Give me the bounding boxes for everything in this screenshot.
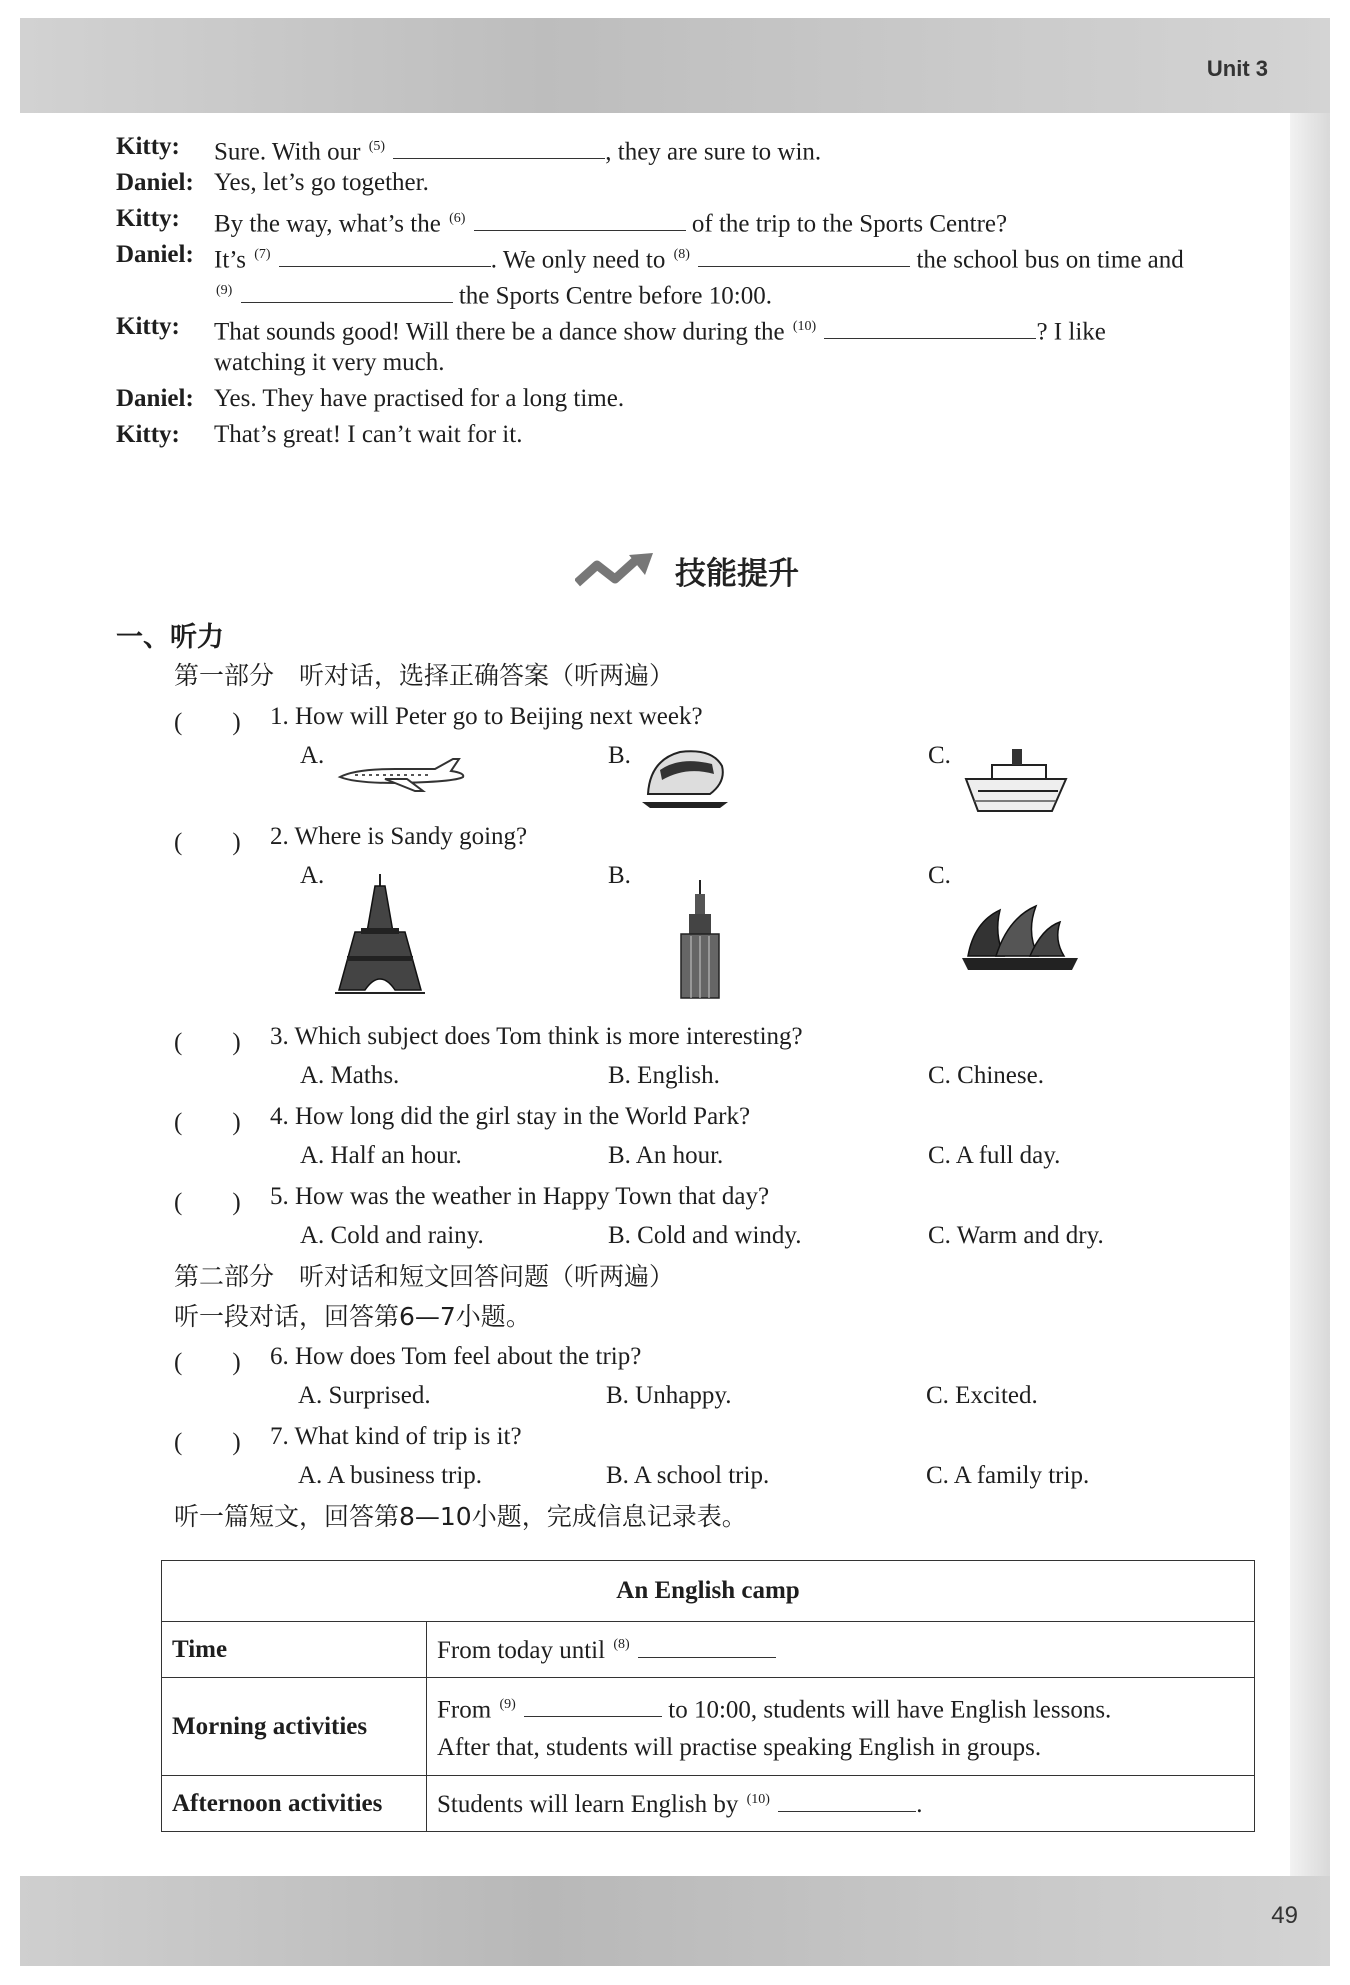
option-b: B. A school trip. bbox=[606, 1462, 770, 1489]
section-title: 技能提升 bbox=[575, 548, 799, 593]
answer-bracket[interactable]: ( ) bbox=[174, 1349, 241, 1376]
time-label: Time bbox=[162, 1622, 427, 1678]
part2-intro2: 听一篇短文，回答第8—10小题，完成信息记录表。 bbox=[174, 1502, 747, 1531]
train-icon bbox=[640, 742, 730, 812]
answer-blank-5[interactable] bbox=[393, 136, 605, 159]
question-2: 2. Where is Sandy going? bbox=[270, 823, 528, 850]
empire-state-building-icon bbox=[677, 880, 723, 1000]
answer-blank-9[interactable] bbox=[241, 280, 453, 303]
airplane-icon bbox=[335, 755, 470, 795]
footer-band bbox=[20, 1876, 1330, 1966]
option-b: B. Cold and windy. bbox=[608, 1222, 802, 1249]
unit-label: Unit 3 bbox=[1206, 56, 1268, 81]
option-a: A. Cold and rainy. bbox=[300, 1222, 484, 1249]
header-band bbox=[20, 18, 1330, 113]
question-7: 7. What kind of trip is it? bbox=[270, 1423, 522, 1450]
question-3: 3. Which subject does Tom think is more interesting? bbox=[270, 1023, 803, 1050]
option-a: A. Maths. bbox=[300, 1062, 400, 1089]
answer-blank-6[interactable] bbox=[474, 208, 686, 231]
answer-bracket[interactable]: ( ) bbox=[174, 709, 241, 736]
time-cell: From today until $^{(8)}$ bbox=[427, 1622, 1255, 1678]
option-a: A. Surprised. bbox=[298, 1382, 431, 1409]
dialogue-line: watching it very much. bbox=[214, 349, 445, 376]
option-a: A. bbox=[300, 742, 325, 769]
part2-intro: 听一段对话，回答第6—7小题。 bbox=[174, 1302, 531, 1331]
answer-blank-8[interactable] bbox=[698, 244, 910, 267]
option-a: A. bbox=[300, 862, 325, 889]
answer-bracket[interactable]: ( ) bbox=[174, 1109, 241, 1136]
table-title: An English camp bbox=[162, 1561, 1255, 1622]
option-c: C. Excited. bbox=[926, 1382, 1038, 1409]
option-c: C. A family trip. bbox=[926, 1462, 1090, 1489]
morning-cell: From $^{(9)}$ to 10:00, students will have English lessons. After that, students will practise speaking English in groups. bbox=[427, 1678, 1255, 1776]
part1-instructions: 第一部分 听对话，选择正确答案（听两遍） bbox=[174, 661, 675, 690]
answer-blank-9[interactable] bbox=[524, 1694, 662, 1717]
sydney-opera-house-icon bbox=[960, 900, 1080, 980]
dialogue-line: $^{(9)}$ the Sports Centre before 10:00. bbox=[216, 282, 772, 310]
answer-bracket[interactable]: ( ) bbox=[174, 1189, 241, 1216]
question-6: 6. How does Tom feel about the trip? bbox=[270, 1343, 642, 1370]
option-c: C. Chinese. bbox=[928, 1062, 1044, 1089]
answer-bracket[interactable]: ( ) bbox=[174, 1429, 241, 1456]
answer-blank-10[interactable] bbox=[778, 1789, 916, 1812]
option-c: C. bbox=[928, 862, 951, 889]
trend-arrow-icon bbox=[575, 553, 657, 589]
ship-icon bbox=[962, 745, 1072, 817]
answer-bracket[interactable]: ( ) bbox=[174, 829, 241, 856]
page-number: 49 bbox=[1271, 1902, 1298, 1929]
answer-blank-10[interactable] bbox=[824, 316, 1036, 339]
question-1: 1. How will Peter go to Beijing next week? bbox=[270, 703, 703, 730]
afternoon-cell: Students will learn English by $^{(10)}$ . bbox=[427, 1776, 1255, 1832]
listening-heading: 一、听力 bbox=[116, 622, 224, 653]
answer-blank-8[interactable] bbox=[638, 1635, 776, 1658]
afternoon-label: Afternoon activities bbox=[162, 1776, 427, 1832]
part2-instructions: 第二部分 听对话和短文回答问题（听两遍） bbox=[174, 1262, 675, 1291]
question-4: 4. How long did the girl stay in the World Park? bbox=[270, 1103, 751, 1130]
option-c: C. bbox=[928, 742, 951, 769]
option-b: B. Unhappy. bbox=[606, 1382, 732, 1409]
option-b: B. An hour. bbox=[608, 1142, 724, 1169]
eiffel-tower-icon bbox=[335, 872, 425, 997]
question-5: 5. How was the weather in Happy Town that day? bbox=[270, 1183, 770, 1210]
option-b: B. bbox=[608, 742, 631, 769]
option-a: A. Half an hour. bbox=[300, 1142, 462, 1169]
option-c: C. Warm and dry. bbox=[928, 1222, 1104, 1249]
option-b: B. English. bbox=[608, 1062, 720, 1089]
answer-bracket[interactable]: ( ) bbox=[174, 1029, 241, 1056]
answer-blank-7[interactable] bbox=[279, 244, 491, 267]
option-c: C. A full day. bbox=[928, 1142, 1061, 1169]
page-edge-shadow bbox=[1290, 113, 1330, 1876]
info-table bbox=[161, 1560, 1255, 1832]
option-b: B. bbox=[608, 862, 631, 889]
option-a: A. A business trip. bbox=[298, 1462, 483, 1489]
morning-label: Morning activities bbox=[162, 1678, 427, 1776]
